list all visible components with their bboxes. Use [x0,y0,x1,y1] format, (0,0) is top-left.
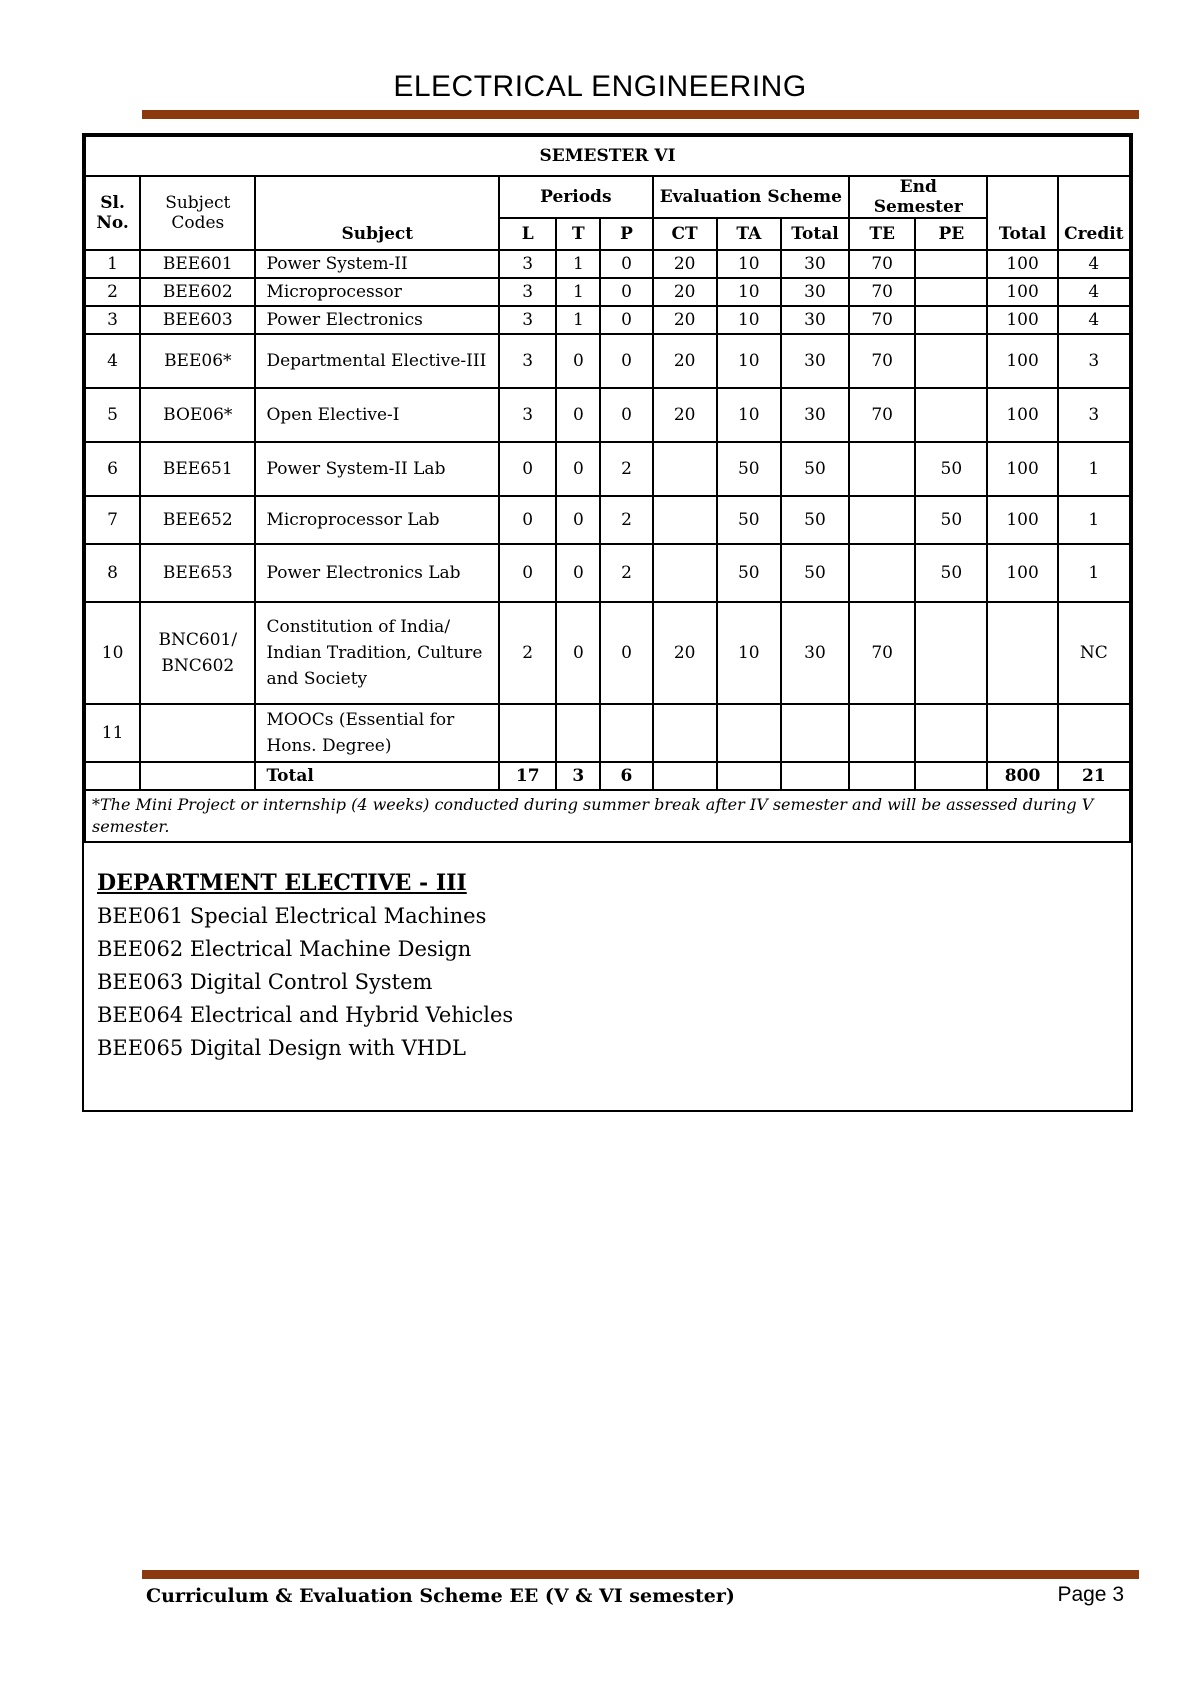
header-total: Total [987,176,1057,250]
cell-ta: 10 [717,278,781,306]
semester-title: SEMESTER VI [85,136,1130,176]
header-eval-total: Total [781,218,849,250]
cell-sl: 3 [85,306,140,334]
cell-credit: 4 [1058,278,1130,306]
cell-pe [915,278,987,306]
cell-ct: 20 [653,334,717,388]
table-row [85,704,1130,762]
cell-te: 70 [849,334,915,388]
table-row [85,442,1130,496]
total-cell-empty [140,762,255,790]
total-grand: 800 [987,762,1057,790]
cell-p: 2 [600,496,652,544]
cell-ta: 50 [717,442,781,496]
cell-total: 50 [781,544,849,602]
cell-p: 0 [600,250,652,278]
cell-sl: 11 [85,704,140,762]
semester-table [84,135,1131,843]
table-row [85,602,1130,704]
cell-pe: 50 [915,496,987,544]
cell-grand: 100 [987,250,1057,278]
cell-code [140,704,255,762]
page-header: ELECTRICAL ENGINEERING [393,70,807,103]
total-l: 17 [499,762,556,790]
cell-te [849,496,915,544]
cell-grand: 100 [987,442,1057,496]
cell-code: BEE653 [140,544,255,602]
cell-total [781,704,849,762]
cell-p: 0 [600,602,652,704]
table-footnote: *The Mini Project or internship (4 weeks) conducted during summer break after IV semester and will be assessed during V semester. [85,790,1130,842]
cell-t: 0 [556,496,600,544]
cell-te [849,544,915,602]
total-cell-empty [717,762,781,790]
cell-l: 3 [499,388,556,442]
total-label: Total [255,762,499,790]
cell-subject: Power Electronics [255,306,499,334]
cell-ta: 10 [717,602,781,704]
cell-pe [915,388,987,442]
cell-pe [915,602,987,704]
cell-ct: 20 [653,388,717,442]
cell-pe: 50 [915,544,987,602]
header-sl-no: Sl. No. [85,176,140,250]
cell-total: 30 [781,278,849,306]
cell-subject: Power System-II Lab [255,442,499,496]
total-cell-empty [653,762,717,790]
cell-total: 50 [781,496,849,544]
cell-ct [653,544,717,602]
cell-subject: Microprocessor Lab [255,496,499,544]
cell-ct [653,496,717,544]
cell-code: BEE601 [140,250,255,278]
cell-ct: 20 [653,306,717,334]
total-cell-empty [781,762,849,790]
department-elective-section [97,870,513,1065]
elective-item: BEE062 Electrical Machine Design [97,937,472,961]
cell-ta: 50 [717,544,781,602]
total-cell-empty [849,762,915,790]
cell-p: 0 [600,306,652,334]
cell-grand: 100 [987,388,1057,442]
cell-ct: 20 [653,278,717,306]
cell-credit: 4 [1058,306,1130,334]
header-p: P [600,218,652,250]
elective-item: BEE061 Special Electrical Machines [97,904,487,928]
elective-item: BEE064 Electrical and Hybrid Vehicles [97,1003,514,1027]
cell-grand: 100 [987,306,1057,334]
cell-subject: MOOCs (Essential for Hons. Degree) [255,704,499,762]
cell-l: 2 [499,602,556,704]
cell-total: 30 [781,250,849,278]
table-row [85,250,1130,278]
cell-p [600,704,652,762]
cell-code: BEE652 [140,496,255,544]
cell-te [849,442,915,496]
cell-te: 70 [849,306,915,334]
cell-p: 0 [600,278,652,306]
total-t: 3 [556,762,600,790]
cell-ct: 20 [653,602,717,704]
header-subject: Subject [255,176,499,250]
cell-grand: 100 [987,544,1057,602]
cell-credit [1058,704,1130,762]
header-credit: Credit [1058,176,1130,250]
cell-l: 3 [499,250,556,278]
cell-te: 70 [849,278,915,306]
cell-l: 3 [499,278,556,306]
cell-l [499,704,556,762]
cell-l: 0 [499,544,556,602]
cell-l: 3 [499,306,556,334]
cell-credit: 1 [1058,442,1130,496]
cell-grand: 100 [987,334,1057,388]
elective-title: DEPARTMENT ELECTIVE - III [97,870,467,896]
elective-item: BEE065 Digital Design with VHDL [97,1036,466,1060]
header-periods: Periods [499,176,652,218]
header-subject-codes: Subject Codes [140,176,255,250]
cell-grand: 100 [987,278,1057,306]
total-row [85,762,1130,790]
cell-sl: 10 [85,602,140,704]
cell-grand [987,602,1057,704]
footer-rule [142,1570,1139,1579]
cell-ta: 10 [717,334,781,388]
cell-ct: 20 [653,250,717,278]
header-te: TE [849,218,915,250]
cell-subject: Open Elective-I [255,388,499,442]
header-pe: PE [915,218,987,250]
cell-subject: Power System-II [255,250,499,278]
cell-pe [915,250,987,278]
header-l: L [499,218,556,250]
cell-l: 0 [499,442,556,496]
header-t: T [556,218,600,250]
cell-ct [653,704,717,762]
header-evaluation-scheme: Evaluation Scheme [653,176,850,218]
header-ct: CT [653,218,717,250]
cell-t: 1 [556,306,600,334]
cell-code: BEE603 [140,306,255,334]
total-cell-empty [85,762,140,790]
cell-grand: 100 [987,496,1057,544]
header-end-semester: End Semester [849,176,987,218]
cell-sl: 2 [85,278,140,306]
page-number: Page 3 [1057,1583,1124,1606]
cell-pe [915,306,987,334]
cell-sl: 1 [85,250,140,278]
cell-t: 1 [556,278,600,306]
cell-credit: NC [1058,602,1130,704]
cell-ta: 50 [717,496,781,544]
cell-l: 0 [499,496,556,544]
cell-credit: 3 [1058,334,1130,388]
cell-t: 0 [556,602,600,704]
cell-code: BEE06* [140,334,255,388]
table-row [85,388,1130,442]
cell-t: 0 [556,544,600,602]
cell-t: 0 [556,388,600,442]
cell-sl: 6 [85,442,140,496]
cell-pe: 50 [915,442,987,496]
cell-t: 0 [556,442,600,496]
cell-te: 70 [849,388,915,442]
cell-p: 0 [600,334,652,388]
cell-ct [653,442,717,496]
total-p: 6 [600,762,652,790]
footer-title: Curriculum & Evaluation Scheme EE (V & VI semester) [146,1585,735,1607]
table-row [85,306,1130,334]
cell-total: 30 [781,602,849,704]
cell-te: 70 [849,250,915,278]
cell-code: BEE602 [140,278,255,306]
cell-p: 2 [600,544,652,602]
cell-te [849,704,915,762]
table-row [85,496,1130,544]
cell-t: 0 [556,334,600,388]
cell-subject: Constitution of India/ Indian Tradition, Culture and Society [255,602,499,704]
elective-item: BEE063 Digital Control System [97,970,433,994]
cell-pe [915,334,987,388]
cell-ta: 10 [717,388,781,442]
cell-sl: 4 [85,334,140,388]
table-row [85,544,1130,602]
cell-credit: 1 [1058,544,1130,602]
cell-credit: 1 [1058,496,1130,544]
cell-credit: 3 [1058,388,1130,442]
cell-subject: Departmental Elective-III [255,334,499,388]
cell-total: 50 [781,442,849,496]
cell-code: BNC601/ BNC602 [140,602,255,704]
header-ta: TA [717,218,781,250]
cell-code: BEE651 [140,442,255,496]
cell-p: 2 [600,442,652,496]
cell-p: 0 [600,388,652,442]
cell-l: 3 [499,334,556,388]
cell-ta [717,704,781,762]
cell-t: 1 [556,250,600,278]
table-row [85,278,1130,306]
cell-t [556,704,600,762]
cell-subject: Power Electronics Lab [255,544,499,602]
cell-ta: 10 [717,250,781,278]
cell-sl: 5 [85,388,140,442]
cell-credit: 4 [1058,250,1130,278]
cell-total: 30 [781,334,849,388]
cell-pe [915,704,987,762]
cell-grand [987,704,1057,762]
table-row [85,334,1130,388]
header-rule [142,110,1139,119]
cell-code: BOE06* [140,388,255,442]
cell-total: 30 [781,306,849,334]
cell-total: 30 [781,388,849,442]
cell-ta: 10 [717,306,781,334]
cell-sl: 8 [85,544,140,602]
cell-te: 70 [849,602,915,704]
cell-sl: 7 [85,496,140,544]
total-credit: 21 [1058,762,1130,790]
total-cell-empty [915,762,987,790]
cell-subject: Microprocessor [255,278,499,306]
